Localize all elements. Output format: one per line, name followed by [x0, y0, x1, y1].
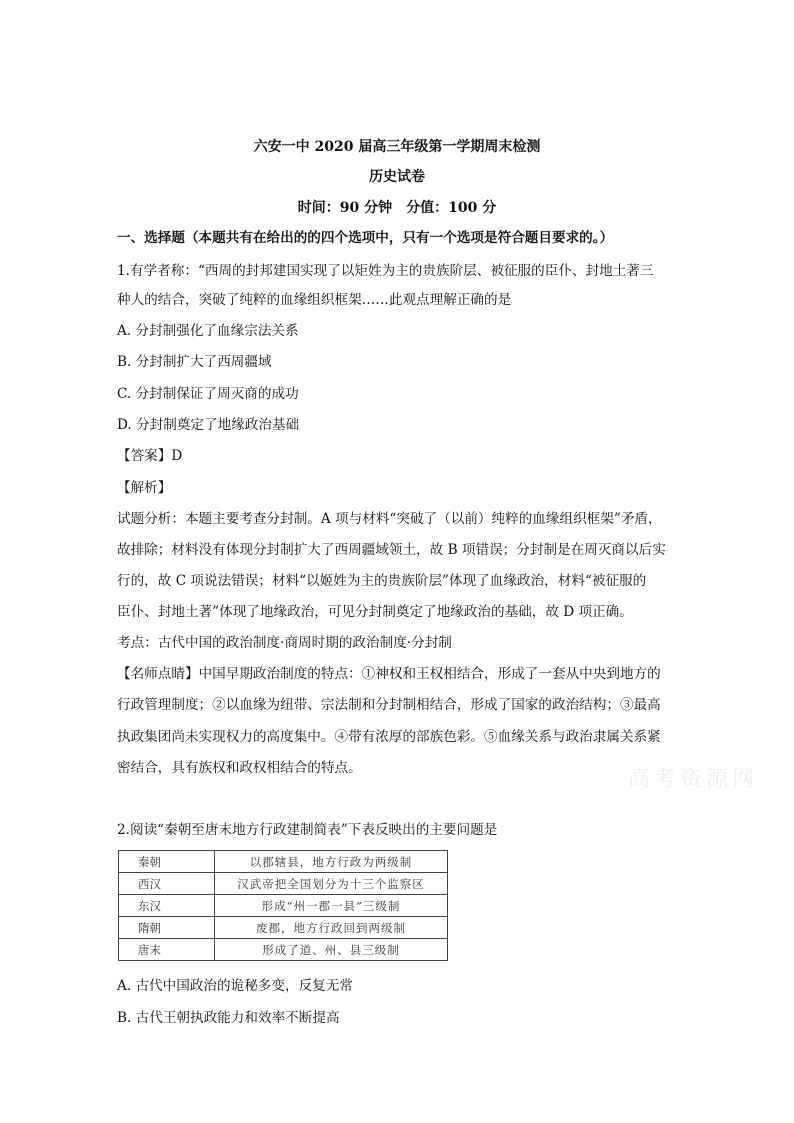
subject-title: 历史试卷 [369, 169, 425, 185]
question-1-analysis-label: 【解析】 [117, 480, 172, 496]
question-2-option-a: A. 古代中国政治的诡秘多变，反复无常 [117, 978, 353, 994]
table-row [119, 851, 448, 873]
table-row [119, 895, 448, 917]
question-1-tip-line: 【名师点睛】中国早期政治制度的特点：①神权和王权相结合，形成了一套从中央到地方的 [117, 666, 661, 682]
question-1-kaodian: 考点：古代中国的政治制度·商周时期的政治制度·分封制 [117, 635, 452, 651]
question-1-stem-line-2: 种人的结合，突破了纯粹的血缘组织框架……此观点理解正确的是 [117, 292, 512, 308]
table-cell-dynasty: 唐末 [119, 939, 215, 961]
question-1-analysis-line: 试题分析：本题主要考查分封制。A 项与材料“突破了（以前）纯粹的血缘组织框架”矛盾， [117, 511, 662, 527]
time-score-info: 时间：90 分钟 分值：100 分 [297, 200, 497, 216]
table-cell-description: 形成“州一郡一县”三级制 [215, 895, 448, 917]
table-cell-dynasty: 东汉 [119, 895, 215, 917]
question-1-option-c: C. 分封制保证了周灭商的成功 [117, 386, 299, 402]
question-1-stem-line-1: 1.有学者称：“西周的封邦建国实现了以矩姓为主的贵族阶层、被征服的臣仆、封地土著三 [117, 263, 654, 279]
question-1-option-a: A. 分封制强化了血缘宗法关系 [117, 323, 299, 339]
table-row [119, 939, 448, 961]
table-cell-description: 以郡辖县，地方行政为两级制 [215, 851, 448, 873]
question-1-analysis-line: 臣仆、封地土著”体现了地缘政治，可见分封制奠定了地缘政治的基础，故 D 项正确。 [117, 604, 633, 620]
question-1-tip-line: 行政管理制度；②以血缘为纽带、宗法制和分封制相结合，形成了国家的政治结构；③最高 [117, 697, 661, 713]
question-2-stem: 2.阅读“秦朝至唐末地方行政建制简表”下表反映出的主要问题是 [117, 822, 498, 838]
table-cell-dynasty: 西汉 [119, 873, 215, 895]
table-cell-description: 汉武帝把全国划分为十三个监察区 [215, 873, 448, 895]
question-1-analysis-line: 故排除；材料没有体现分封制扩大了西周疆域领土，故 B 项错误；分封制是在周灭商以后实 [117, 542, 666, 558]
table-row [119, 873, 448, 895]
table-cell-description: 废郡，地方行政回到两级制 [215, 917, 448, 939]
exam-title: 六安一中 2020 届高三年级第一学期周末检测 [253, 139, 541, 155]
question-1-tip-line: 密结合，具有族权和政权相结合的特点。 [117, 760, 362, 776]
table-cell-dynasty: 隋朝 [119, 917, 215, 939]
question-1-tip-line: 执政集团尚未实现权力的高度集中。④带有浓厚的部族色彩。⑤血缘关系与政治隶属关系紧 [117, 729, 661, 745]
section-heading: 一、选择题（本题共有在给出的的四个选项中，只有一个选项是符合题目要求的。） [117, 230, 614, 246]
question-1-option-d: D. 分封制奠定了地缘政治基础 [117, 417, 300, 433]
question-1-analysis-line: 行的，故 C 项说法错误；材料“以姬姓为主的贵族阶层”体现了血缘政治，材料“被征服的 [117, 573, 647, 589]
table-cell-dynasty: 秦朝 [119, 851, 215, 873]
question-1-option-b: B. 分封制扩大了西周疆域 [117, 354, 272, 370]
dynasty-table [118, 850, 448, 961]
question-2-option-b: B. 古代王朝执政能力和效率不断提高 [117, 1010, 340, 1026]
watermark: 高考资源网 [628, 767, 759, 792]
table-row [119, 917, 448, 939]
question-1-answer: 【答案】D [117, 448, 183, 464]
table-cell-description: 形成了道、州、县三级制 [215, 939, 448, 961]
